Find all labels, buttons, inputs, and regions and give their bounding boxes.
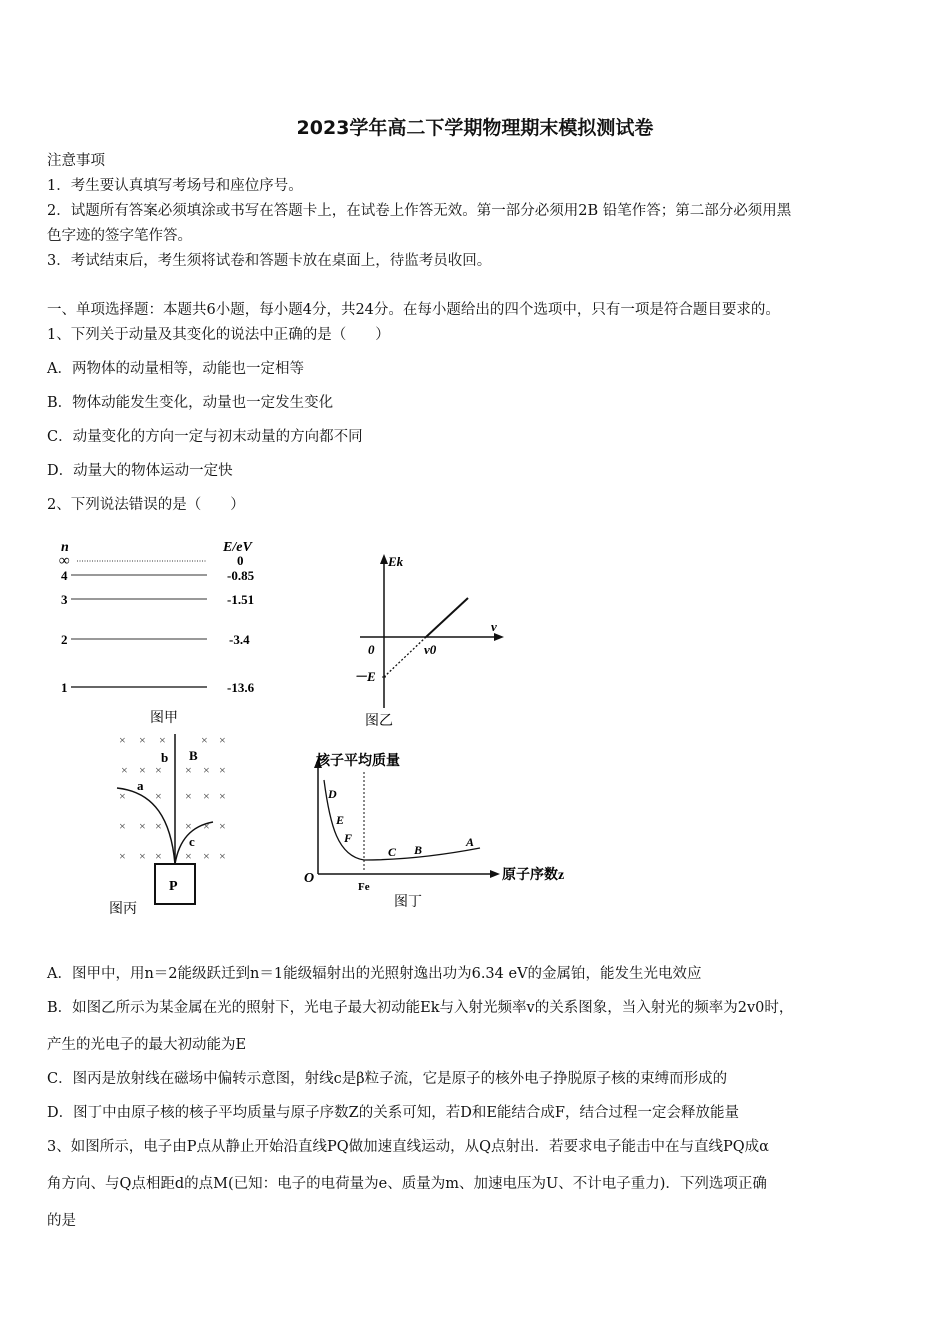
v0-label: v0	[424, 642, 437, 657]
caption-ding: 图丁	[394, 895, 422, 910]
level-e-inf: 0	[237, 553, 244, 568]
label-P: P	[169, 879, 178, 894]
svg-text:×: ×	[219, 733, 226, 747]
q2-option-c: C．图丙是放射线在磁场中偏转示意图，射线c是β粒子流，它是原子的核外电子挣脱原子核的束缚而形成的	[47, 1071, 728, 1087]
svg-text:×: ×	[155, 819, 162, 833]
svg-text:×: ×	[203, 789, 210, 803]
xlabel: 原子序数z	[502, 868, 565, 883]
level-n-4: 4	[61, 568, 68, 583]
q1-option-b: B．物体动能发生变化，动量也一定发生变化	[47, 395, 334, 411]
notice-item-1: 1．考生要认真填写考场号和座位序号。	[47, 178, 303, 194]
level-n-2: 2	[61, 632, 68, 647]
radiation-field-diagram	[105, 730, 245, 920]
svg-text:×: ×	[155, 763, 162, 777]
q3-line-3: 的是	[47, 1213, 76, 1229]
q1-option-c: C．动量变化的方向一定与初末动量的方向都不同	[47, 429, 363, 445]
level-e-1: -13.6	[227, 680, 255, 695]
n-label: n	[61, 540, 69, 555]
origin-label: 0	[368, 642, 375, 657]
v-label: v	[491, 619, 497, 634]
point-D: D	[328, 787, 337, 801]
q2-option-a: A．图甲中，用n＝2能级跃迁到n＝1能级辐射出的光照射逸出功为6.34 eV的金属铂，能发生光电效应	[47, 966, 702, 982]
section-heading: 一、单项选择题：本题共6小题，每小题4分，共24分。在每小题给出的四个选项中，只有一项是符合题目要求的。	[47, 302, 780, 318]
ylabel: 核子平均质量	[316, 754, 400, 769]
photoelectric-graph	[348, 548, 513, 733]
level-e-4: -0.85	[227, 568, 255, 583]
q1-option-d: D．动量大的物体运动一定快	[47, 463, 233, 479]
svg-text:×: ×	[119, 733, 126, 747]
svg-text:×: ×	[201, 733, 208, 747]
notice-heading: 注意事项	[47, 153, 105, 169]
label-c: c	[189, 834, 195, 849]
svg-text:×: ×	[119, 819, 126, 833]
nucleon-mass-graph	[298, 746, 588, 916]
svg-text:×: ×	[139, 849, 146, 863]
q2-option-b-cont: 产生的光电子的最大初动能为E	[47, 1037, 247, 1053]
point-B: B	[414, 843, 423, 857]
notice-item-2-cont: 色字迹的签字笔作答。	[47, 228, 192, 244]
svg-text:×: ×	[203, 763, 210, 777]
caption-yi: 图乙	[365, 714, 393, 729]
svg-text:×: ×	[139, 733, 146, 747]
svg-text:×: ×	[119, 849, 126, 863]
level-n-inf: ∞	[59, 553, 70, 569]
label-b: b	[161, 750, 169, 765]
ek-label: Ek	[388, 554, 404, 569]
svg-text:×: ×	[185, 849, 192, 863]
point-F: F	[344, 831, 353, 845]
label-a: a	[137, 778, 144, 793]
caption-bing: 图丙	[109, 902, 137, 917]
caption-jia: 图甲	[150, 711, 178, 726]
notice-item-2: 2．试题所有答案必须填涂或书写在答题卡上，在试卷上作答无效。第一部分必须用2B 铅笔作答；第二部分必须用黑	[47, 203, 792, 219]
svg-text:×: ×	[219, 849, 226, 863]
notice-item-3: 3．考试结束后，考生须将试卷和答题卡放在桌面上，待监考员收回。	[47, 253, 492, 269]
svg-text:×: ×	[185, 789, 192, 803]
neg-e-label: －E	[354, 669, 376, 684]
svg-text:×: ×	[185, 819, 192, 833]
e-label: E/eV	[223, 540, 252, 555]
q1-stem: 1、下列关于动量及其变化的说法中正确的是（ ）	[47, 327, 390, 343]
svg-text:×: ×	[139, 819, 146, 833]
level-n-3: 3	[61, 592, 68, 607]
q2-option-d: D．图丁中由原子核的核子平均质量与原子序数Z的关系可知，若D和E能结合成F，结合过程一定会释放能量	[47, 1105, 739, 1121]
q2-stem: 2、下列说法错误的是（ ）	[47, 497, 245, 513]
fe-label: Fe	[358, 881, 370, 893]
label-B: B	[189, 748, 198, 763]
level-n-1: 1	[61, 680, 68, 695]
q1-option-a: A．两物体的动量相等，动能也一定相等	[47, 361, 304, 377]
level-e-2: -3.4	[229, 632, 250, 647]
svg-text:×: ×	[121, 763, 128, 777]
svg-text:×: ×	[219, 789, 226, 803]
point-C: C	[388, 845, 397, 859]
energy-level-diagram	[55, 535, 285, 730]
point-A: A	[466, 835, 475, 849]
q3-line-1: 3、如图所示，电子由P点从静止开始沿直线PQ做加速直线运动，从Q点射出．若要求电子能击中在与直线PQ成α	[47, 1139, 769, 1155]
point-E: E	[336, 813, 345, 827]
svg-text:×: ×	[139, 763, 146, 777]
svg-text:×: ×	[155, 789, 162, 803]
svg-text:×: ×	[185, 763, 192, 777]
page-title: 2023学年高二下学期物理期末模拟测试卷	[296, 117, 654, 139]
svg-text:×: ×	[203, 819, 210, 833]
q2-option-b: B．如图乙所示为某金属在光的照射下，光电子最大初动能Ek与入射光频率v的关系图象，当入射光的频率为2v0时，	[47, 1000, 794, 1016]
level-e-3: -1.51	[227, 592, 255, 607]
svg-text:×: ×	[203, 849, 210, 863]
svg-text:×: ×	[219, 763, 226, 777]
svg-text:×: ×	[219, 819, 226, 833]
svg-text:×: ×	[119, 789, 126, 803]
q3-line-2: 角方向、与Q点相距d的点M(已知：电子的电荷量为e、质量为m、加速电压为U、不计电子重力)．下列选项正确	[47, 1176, 767, 1192]
origin-O: O	[304, 871, 315, 886]
svg-text:×: ×	[159, 733, 166, 747]
svg-text:×: ×	[155, 849, 162, 863]
